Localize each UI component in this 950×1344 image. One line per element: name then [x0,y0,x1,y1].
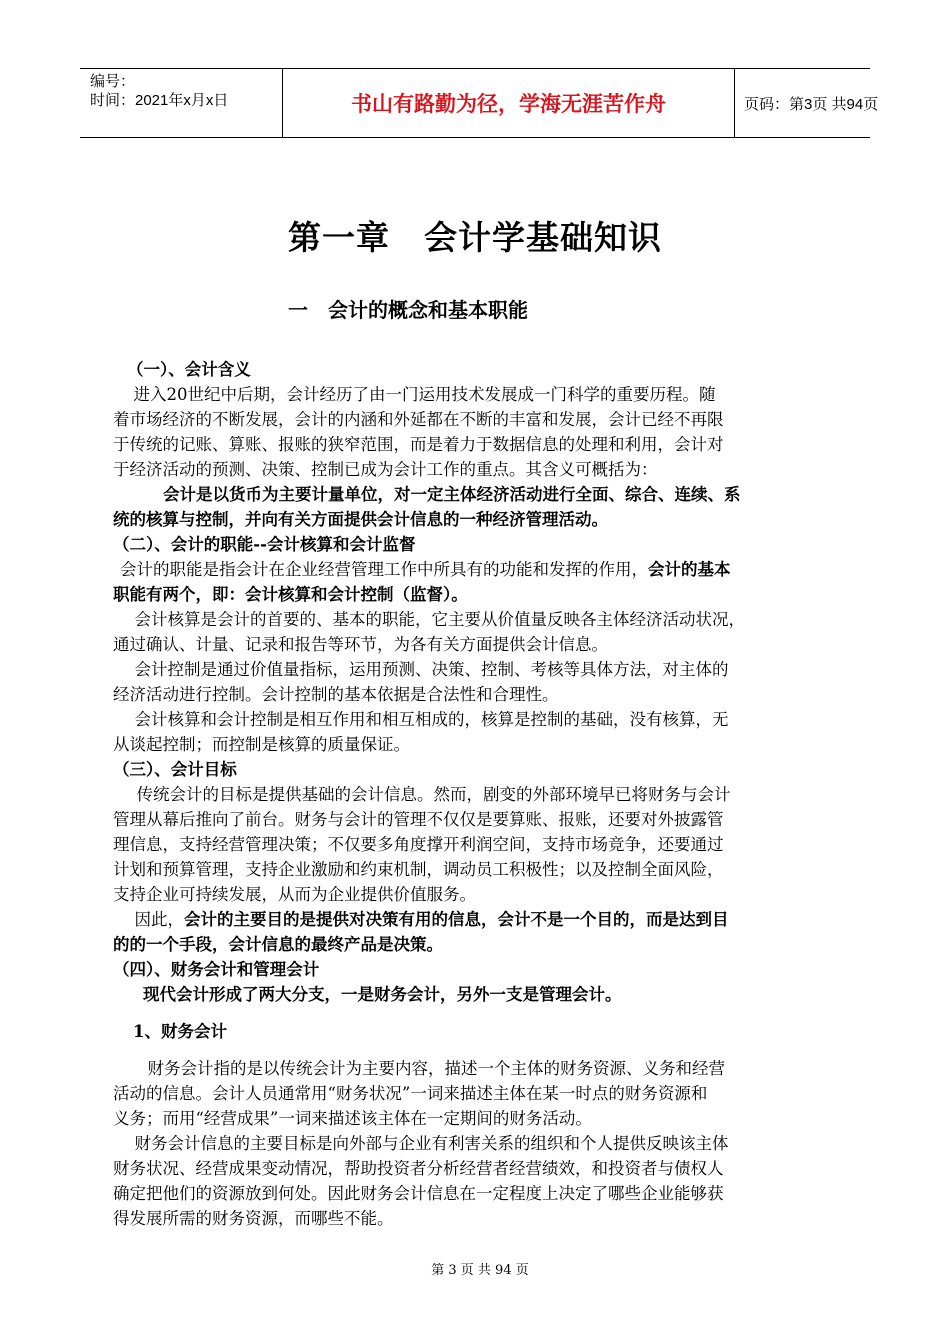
text-line-main: 财务会计指的是以传统会计为主要内容，描述一个主体的财务资源、义务和经营 [131,1059,725,1078]
text-line [113,858,724,882]
text-line [113,1082,707,1106]
text-line-main: 经济活动进行控制。会计控制的基本依据是合法性和合理性。 [113,685,559,704]
text-line-main: 着市场经济的不断发展，会计的内涵和外延都在不断的丰富和发展，会计已经不再限 [113,410,724,429]
text-line [118,658,729,682]
text-line [113,1107,592,1131]
text-line-main: 财务会计信息的主要目标是向外部与企业有利害关系的组织和个人提供反映该主体 [118,1134,729,1153]
page-header [80,68,879,138]
text-line-main: 因此， [118,910,184,929]
text-line-main: 理信息，支持经营管理决策；不仅要多角度撑开利润空间，支持市场竞争，还要通过 [113,835,724,854]
text-line [113,408,724,432]
text-line [118,608,745,632]
text-line-main: 1、财务会计 [133,1022,227,1041]
text-line-main: 的的一个手段，会计信息的最终产品是决策。 [113,935,443,954]
number-label: 编号： [90,73,136,90]
text-line [120,558,731,582]
text-line [113,1182,724,1206]
text-line [118,1132,729,1156]
text-line-main: 确定把他们的资源放到何处。因此财务会计信息在一定程度上决定了哪些企业能够获 [113,1184,724,1203]
text-line-main: （一）、会计含义 [127,360,251,379]
text-line [113,458,658,482]
text-line-main: 会计是以货币为主要计量单位，对一定主体经济活动进行全面、综合、连续、系 [163,485,741,504]
text-line-main: 会计核算是会计的首要的、基本的职能，它主要从价值量反映各主体经济活动状况， [118,610,745,629]
text-line [127,358,251,382]
text-line [113,433,724,457]
text-line-emphasis: 会计的基本 [648,560,731,579]
text-line [113,1157,724,1181]
text-line [143,983,622,1007]
text-line [117,383,716,407]
text-line-main: 支持企业可持续发展，从而为企业提供价值服务。 [113,885,476,904]
time-label: 时间：2021年x月x日 [90,92,229,109]
header-motto: 书山有路勤为径，学海无涯苦作舟 [282,69,735,137]
section-title: 一 会计的概念和基本职能 [288,298,528,322]
chapter-title: 第一章 会计学基础知识 [288,218,662,257]
text-line-main: 管理从幕后推向了前台。财务与会计的管理不仅仅是要算账、报账，还要对外披露管 [113,810,724,829]
text-line-main: 计划和预算管理，支持企业激励和约束机制，调动员工积极性；以及控制全面风险， [113,860,724,879]
text-line [113,1207,394,1231]
text-line [113,533,415,557]
text-line [113,933,443,957]
text-line [113,583,468,607]
text-line-main: （四）、财务会计和管理会计 [113,960,320,979]
text-line-main: 通过确认、计量、记录和报告等环节，为各有关方面提供会计信息。 [113,635,608,654]
text-line-main: 传统会计的目标是提供基础的会计信息。然而，剧变的外部环境早已将财务与会计 [120,785,731,804]
text-line [113,633,608,657]
text-line [120,783,731,807]
text-line-main: 统的核算与控制，并向有关方面提供会计信息的一种经济管理活动。 [113,510,608,529]
text-line [133,1020,227,1044]
text-line-main: 会计的职能是指会计在企业经营管理工作中所具有的功能和发挥的作用， [120,560,648,579]
text-line [113,758,237,782]
text-line-main: （三）、会计目标 [113,760,237,779]
text-line [113,683,559,707]
page-footer: 第 3 页 共 94 页 [431,1263,529,1278]
header-meta [80,69,282,137]
text-line [113,508,608,532]
text-line [118,708,729,732]
header-page-info: 页码：第3页 共94页 [744,95,879,113]
text-line [113,883,476,907]
text-line-main: 于传统的记账、算账、报账的狭窄范围，而是着力于数据信息的处理和利用，会计对 [113,435,724,454]
text-line [113,833,724,857]
text-line-main: 进入20世纪中后期，会计经历了由一门运用技术发展成一门科学的重要历程。随 [117,385,716,404]
text-line-main: 会计控制是通过价值量指标，运用预测、决策、控制、考核等具体方法，对主体的 [118,660,729,679]
text-line-main: 活动的信息。会计人员通常用“财务状况”一词来描述主体在某一时点的财务资源和 [113,1084,708,1103]
text-line [113,808,724,832]
text-line-main: 现代会计形成了两大分支，一是财务会计，另外一支是管理会计。 [143,985,622,1004]
text-line [113,958,319,982]
text-line-main: （二）、会计的职能--会计核算和会计监督 [113,535,416,554]
text-line-main: 会计核算和会计控制是相互作用和相互相成的，核算是控制的基础，没有核算，无 [118,710,729,729]
text-line-main: 得发展所需的财务资源，而哪些不能。 [113,1209,394,1228]
text-line [113,733,410,757]
text-line-main: 从谈起控制；而控制是核算的质量保证。 [113,735,410,754]
text-line [118,908,729,932]
text-line [163,483,741,507]
text-line-emphasis: 会计的主要目的是提供对决策有用的信息，会计不是一个目的，而是达到目 [184,910,729,929]
text-line-main: 于经济活动的预测、决策、控制已成为会计工作的重点。其含义可概括为： [113,460,658,479]
text-line [131,1057,725,1081]
text-line-main: 义务；而用“经营成果”一词来描述该主体在一定期间的财务活动。 [113,1109,592,1128]
text-line-main: 职能有两个，即：会计核算和会计控制（监督）。 [113,585,468,604]
text-line-main: 财务状况、经营成果变动情况，帮助投资者分析经营者经营绩效，和投资者与债权人 [113,1159,724,1178]
